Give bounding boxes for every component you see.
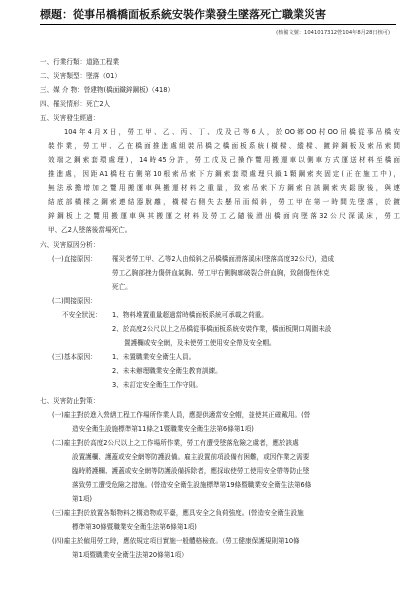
prevention-line: 臨時將護欄、護蓋或安全網等防護設備拆除者，應採取使勞工使用安全帶等防止墜: [72, 467, 310, 475]
title-divider: [40, 24, 396, 25]
industry-line: 一、行業行類：道路工程業: [40, 58, 120, 66]
prevention-line: 造安全衛生設施標準第11條之1暨職業安全衛生法第6條第1項): [72, 425, 254, 433]
direct-cause-line: 死亡。: [112, 283, 132, 291]
unsafe-condition-label: 不安全狀況：: [62, 311, 102, 319]
page-title: 標題：從事吊橋橋面板系統安裝作業發生墜落死亡職業災害: [40, 8, 326, 21]
basic-cause-item: 2、未未辦理職業安全衛生教育訓練。: [112, 367, 222, 375]
prevention-line: 第1項): [72, 495, 92, 503]
process-header: 五、災害發生經過：: [40, 114, 100, 122]
prevention-line: (四)雇主於僱用勞工時，應依規定項目實施一般體格檢查。（勞工健康保護規則第10條: [52, 537, 300, 545]
prevention-line: 落致勞工遭受危險之措施。(營造安全衛生設施標準第19條暨職業安全衛生法第6條: [72, 481, 312, 489]
medium-line: 三、媒 介 物：營建物(橋面鐵鋅鋼板)（418）: [40, 86, 175, 94]
prevention-line: 設置護欄、護蓋或安全網等防護設備。雇主設置前項設備有困難，或因作業之需要: [72, 453, 310, 461]
unsafe-condition-item: 置護欄或安全網，及未使勞工使用安全帶及安全帽。: [124, 339, 276, 347]
casualties-line: 四、罹災情形：死亡2人: [40, 100, 111, 108]
approval-reference: (核備文號：1041017312營104年8月28日核可): [276, 30, 390, 36]
process-line: 104年4月X日，勞工甲、乙、丙、丁、戊及己等6人，於OO鄉OO村OO吊橋從事吊橋安: [64, 128, 400, 136]
direct-cause-line: 罹災者勞工甲、乙等2人由傾斜之吊橋橋面滑落溪床(墜落高度32公尺)，造成: [112, 255, 335, 263]
prevention-line: 第1項暨職業安全衛生法第20條第1項）: [72, 551, 188, 559]
prevention-line: 標準第30條暨職業安全衛生法第6條第1項): [72, 523, 197, 531]
process-line: 無法承擔增加之覽用搬運車與搬運材料之重量，致索吊索下方鋼索自該鋼索夾鬆脫後，與連: [48, 184, 400, 192]
prevention-line: (三)雇主對於放置各類物料之構造物或平臺，應具安全之負荷強度。(營造安全衛生設施: [52, 509, 304, 517]
process-line: 裝作業，勞工甲、乙在橋面推進處組裝吊橋之橋面板系統(橫樑、縱樑、鍍鋅鋼板及索吊索間: [48, 142, 400, 150]
basic-cause-label: (三)基本原因：: [52, 353, 97, 361]
basic-cause-item: 1、未置職業安全衛生人員。: [112, 353, 196, 361]
cause-header: 六、災害原因分析：: [40, 241, 100, 249]
direct-cause-label: (一)直接原因：: [52, 255, 97, 263]
category-line: 二、災害類型：墜落（01）: [40, 72, 121, 80]
process-line: 推進處，因距A1橋柱右側第10根索吊索下方鋼索套環處理只鎖1顆鋼索夾固定(正在施工中)，: [48, 170, 400, 178]
prevention-line: (一)雇主對於進入營繕工程工作場所作業人員，應提供適當安全帽，並使其正確戴用。(營: [52, 411, 311, 419]
process-line: 結底部橫樑之鋼索連結器脫離，橫樑右側失去懸吊而傾斜，勞工甲在第一時間先墜落，於鍍: [48, 198, 400, 206]
prevention-line: (二)雇主對於高度2公尺以上之工作場所作業，勞工有遭受墜落危險之虞者，應於該處: [52, 439, 299, 447]
unsafe-condition-item: 2、於高度2公尺以上之吊橋從事橋面板系統安裝作業，橋面板開口周圍未設: [112, 325, 332, 333]
indirect-cause-label: (二)間接原因：: [52, 297, 97, 305]
process-line: 效端之鋼索套環處理)，14時45分許，勞工戊及己操作覽用搬運車以側車方式運送材料至橋面: [48, 156, 400, 164]
process-line: 甲、乙2人墜落後當場死亡。: [48, 226, 132, 234]
unsafe-condition-item: 1、物料堆置重量超過當時橋面板系統可承載之荷重。: [112, 311, 268, 319]
process-line: 鋅鋼板上之覽用搬運車與其搬運之材料及勞工乙隨後滑出橋面向墜落32公尺深溪床，勞工: [48, 212, 400, 220]
prevention-header: 七、災害防止對策：: [40, 397, 100, 405]
direct-cause-line: 勞工乙胸部挫力傷併血氣胸、勞工甲右側胸廓破裂合併血胸，致創傷性休克: [112, 269, 330, 277]
basic-cause-item: 3、未訂定安全衛生工作守則。: [112, 381, 202, 389]
